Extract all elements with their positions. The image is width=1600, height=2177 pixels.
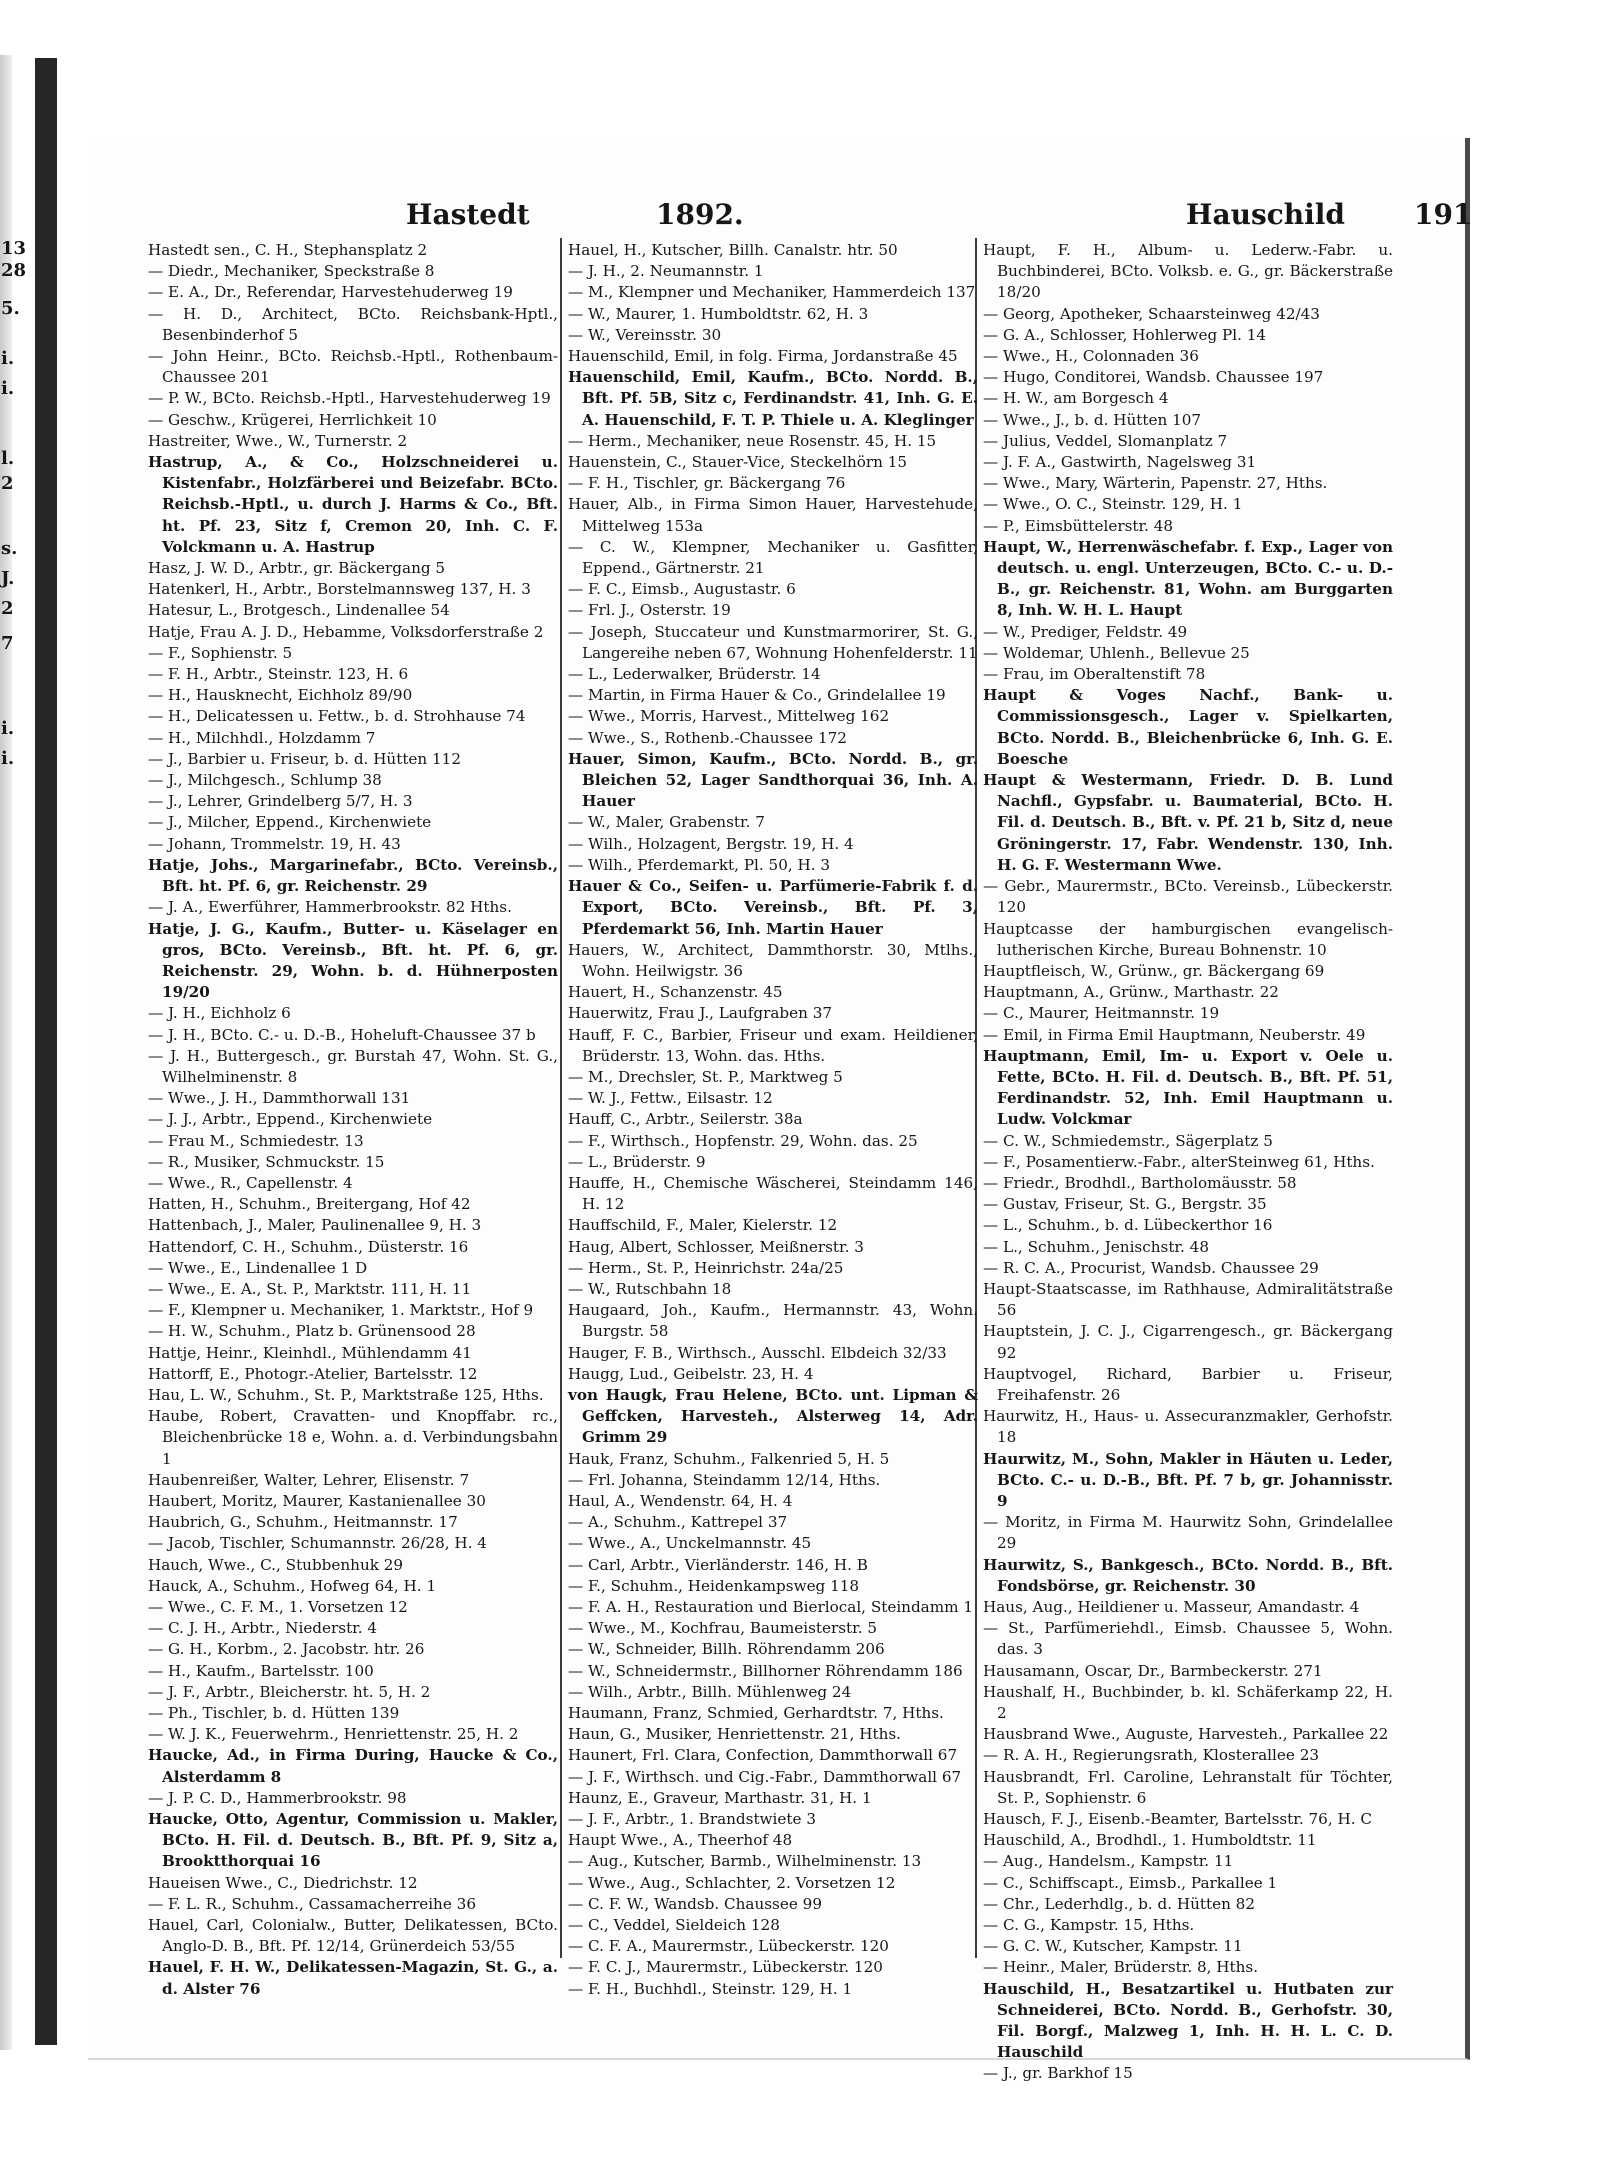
page-number: 191 (1414, 198, 1473, 231)
directory-entry: — H., Milchhdl., Holzdamm 7 (148, 728, 376, 747)
directory-entry: Haugg, Lud., Geibelstr. 23, H. 4 (568, 1364, 814, 1383)
directory-entry: — Ph., Tischler, b. d. Hütten 139 (148, 1704, 400, 1723)
directory-entry: Haunz, E., Graveur, Marthastr. 31, H. 1 (568, 1788, 872, 1807)
directory-entry: — J. F., Arbtr., Bleicherstr. ht. 5, H. 2 (148, 1682, 431, 1701)
directory-entry: — F. C., Eimsb., Augustastr. 6 (568, 580, 796, 599)
directory-entry: Haucke, Ad., in Firma During, Haucke & Co., Alsterdamm 8 (148, 1746, 558, 1786)
directory-entry: Hausbrand Wwe., Auguste, Harvesteh., Parkallee 22 (983, 1725, 1389, 1744)
directory-entry: Hauptstein, J. C. J., Cigarrengesch., gr. Bäckergang 92 (983, 1322, 1393, 1362)
directory-entry: Haupt & Voges Nachf., Bank- u. Commissionsgesch., Lager v. Spielkarten, BCto. Nordd. B., Bleichenbrücke 6, Inh. G. E. Boesche (983, 686, 1393, 768)
directory-entry: — W., Rutschbahn 18 (568, 1279, 732, 1298)
directory-entry: — Woldemar, Uhlenh., Bellevue 25 (983, 643, 1250, 662)
directory-entry: Hastreiter, Wwe., W., Turnerstr. 2 (148, 431, 408, 450)
margin-fragment: 28 (1, 260, 27, 281)
directory-entry: — C., Maurer, Heitmannstr. 19 (983, 1004, 1220, 1023)
directory-entry: Hauer, Alb., in Firma Simon Hauer, Harvestehude, Mittelweg 153a (568, 495, 978, 535)
directory-entry: — W., Vereinsstr. 30 (568, 325, 722, 344)
directory-entry: — Aug., Handelsm., Kampstr. 11 (983, 1852, 1234, 1871)
directory-entry: — M., Klempner und Mechaniker, Hammerdeich 137 (568, 283, 976, 302)
directory-entry: Haurwitz, S., Bankgesch., BCto. Nordd. B., Bft. Fondsbörse, gr. Reichenstr. 30 (983, 1555, 1393, 1595)
directory-page (88, 138, 1473, 2083)
margin-fragment: J. (1, 568, 15, 589)
directory-entry: Haug, Albert, Schlosser, Meißnerstr. 3 (568, 1237, 864, 1256)
directory-entry: — F. H., Buchhdl., Steinstr. 129, H. 1 (568, 1979, 853, 1998)
directory-entry: Haul, A., Wendenstr. 64, H. 4 (568, 1491, 793, 1510)
directory-entry: Haubenreißer, Walter, Lehrer, Elisenstr. 7 (148, 1470, 470, 1489)
directory-entry: Haunert, Frl. Clara, Confection, Dammthorwall 67 (568, 1746, 958, 1765)
directory-entry: Hauenschild, Emil, in folg. Firma, Jordanstraße 45 (568, 347, 958, 366)
directory-entry: — Martin, in Firma Hauer & Co., Grindelallee 19 (568, 686, 946, 705)
directory-entry: Haugaard, Joh., Kaufm., Hermannstr. 43, Wohn. Burgstr. 58 (568, 1301, 978, 1341)
directory-entry: — R. C. A., Procurist, Wandsb. Chaussee 29 (983, 1258, 1319, 1277)
directory-entry: Hattendorf, C. H., Schuhm., Düsterstr. 16 (148, 1237, 469, 1256)
directory-entry: — P., Eimsbüttelerstr. 48 (983, 516, 1174, 535)
directory-entry: Hauffschild, F., Maler, Kielerstr. 12 (568, 1216, 838, 1235)
directory-entry: — H. W., Schuhm., Platz b. Grünensood 28 (148, 1322, 476, 1341)
directory-entry: Haun, G., Musiker, Henriettenstr. 21, Hths. (568, 1725, 901, 1744)
directory-entry: Haupt-Staatscasse, im Rathhause, Admiralitätstraße 56 (983, 1279, 1393, 1320)
directory-entry: — Frau, im Oberaltenstift 78 (983, 665, 1206, 684)
header-first-name: Hastedt (406, 198, 530, 231)
margin-fragment: 2 (1, 598, 14, 619)
margin-fragment: i. (1, 348, 15, 369)
directory-entry: — H., Kaufm., Bartelsstr. 100 (148, 1661, 374, 1680)
header-year: 1892. (656, 198, 744, 231)
directory-entry: — J., Lehrer, Grindelberg 5/7, H. 3 (148, 792, 413, 811)
directory-entry: — J. J., Arbtr., Eppend., Kirchenwiete (148, 1110, 433, 1129)
directory-entry: Hauel, F. H. W., Delikatessen-Magazin, St. G., a. d. Alster 76 (148, 1958, 558, 1998)
directory-entry: — Moritz, in Firma M. Haurwitz Sohn, Grindelallee 29 (983, 1513, 1393, 1553)
directory-entry: — Geschw., Krügerei, Herrlichkeit 10 (148, 410, 437, 429)
directory-column-2 (568, 240, 978, 2000)
directory-entry: — F. A. H., Restauration und Bierlocal, Steindamm 1 (568, 1598, 974, 1616)
directory-entry: Hausbrandt, Frl. Caroline, Lehranstalt für Töchter, St. P., Sophienstr. 6 (983, 1767, 1393, 1807)
directory-entry: — Wwe., R., Capellenstr. 4 (148, 1173, 353, 1192)
directory-entry: Haus, Aug., Heildiener u. Masseur, Amandastr. 4 (983, 1598, 1360, 1616)
book-spine (35, 58, 57, 2045)
directory-entry: Haupt & Westermann, Friedr. D. B. Lund Nachfl., Gypsfabr. u. Baumaterial, BCto. H. Fil. d. Deutsch. B., Bft. v. Pf. 21 b, Sitz d, neue Gröningerstr. 17, Fabr. Wendenstr. 130, Inh. H. G. F. Westermann Wwe. (983, 771, 1393, 874)
directory-entry: — St., Parfümeriehdl., Eimsb. Chaussee 5, Wohn. das. 3 (983, 1619, 1393, 1659)
directory-entry: Hauffe, H., Chemische Wäscherei, Steindamm 146, H. 12 (568, 1173, 978, 1214)
directory-entry: — F. H., Tischler, gr. Bäckergang 76 (568, 474, 846, 493)
directory-entry: — W., Maurer, 1. Humboldtstr. 62, H. 3 (568, 304, 869, 323)
directory-entry: — L., Brüderstr. 9 (568, 1152, 706, 1171)
directory-entry: — Wwe., M., Kochfrau, Baumeisterstr. 5 (568, 1619, 878, 1638)
margin-fragment: 13 (1, 238, 27, 259)
directory-entry: — Carl, Arbtr., Vierländerstr. 146, H. B (568, 1555, 868, 1574)
directory-entry: — H., Delicatessen u. Fettw., b. d. Strohhause 74 (148, 707, 526, 726)
directory-entry: Hauerwitz, Frau J., Laufgraben 37 (568, 1004, 833, 1023)
directory-entry: — M., Drechsler, St. P., Marktweg 5 (568, 1067, 843, 1086)
margin-fragment: s. (1, 538, 18, 559)
directory-entry: Hauschild, A., Brodhdl., 1. Humboldtstr. 11 (983, 1831, 1317, 1850)
directory-entry: — Heinr., Maler, Brüderstr. 8, Hths. (983, 1958, 1259, 1977)
directory-entry: Hatesur, L., Brotgesch., Lindenallee 54 (148, 601, 450, 620)
directory-entry: Hauel, Carl, Colonialw., Butter, Delikatessen, BCto. Anglo-D. B., Bft. Pf. 12/14, Grünerdeich 53/55 (148, 1916, 558, 1956)
directory-entry: — W., Schneider, Billh. Röhrendamm 206 (568, 1640, 885, 1659)
directory-entry: — W., Prediger, Feldstr. 49 (983, 622, 1188, 641)
directory-entry: — H. D., Architect, BCto. Reichsbank-Hptl., Besenbinderhof 5 (148, 304, 558, 344)
directory-entry: — J. H., Eichholz 6 (148, 1004, 291, 1023)
margin-fragment: l. (1, 448, 15, 469)
margin-fragment: i. (1, 718, 15, 739)
directory-entry: — F., Posamentierw.-Fabr., alterSteinweg 61, Hths. (983, 1152, 1375, 1171)
directory-entry: Hatje, J. G., Kaufm., Butter- u. Käselager en gros, BCto. Vereinsb., Bft. ht. Pf. 6, gr. Reichenstr. 29, Wohn. b. d. Hühnerposten 19/20 (148, 919, 558, 1002)
directory-entry: Hastrup, A., & Co., Holzschneiderei u. Kistenfabr., Holzfärberei und Beizefabr. BCto. Reichsb.-Hptl., u. durch J. Harms & Co., Bft. ht. Pf. 23, Sitz f, Cremon 20, Inh. C. F. Volckmann u. A. Hastrup (148, 453, 558, 556)
directory-entry: — Joseph, Stuccateur und Kunstmarmorirer, St. G., Langereihe neben 67, Wohnung Hohenfelderstr. 11 (568, 622, 978, 662)
directory-entry: Haucke, Otto, Agentur, Commission u. Makler, BCto. H. Fil. d. Deutsch. B., Bft. Pf. 9, Sitz a, Brooktthorquai 16 (148, 1810, 558, 1871)
directory-entry: — Aug., Kutscher, Barmb., Wilhelminenstr. 13 (568, 1852, 922, 1871)
directory-entry: — Wwe., E., Lindenallee 1 D (148, 1258, 368, 1277)
directory-entry: — Johann, Trommelstr. 19, H. 43 (148, 834, 401, 853)
directory-entry: — C. G., Kampstr. 15, Hths. (983, 1916, 1195, 1935)
directory-entry: — C. W., Klempner, Mechaniker u. Gasfitter, Eppend., Gärtnerstr. 21 (568, 537, 978, 578)
directory-entry: — C. J. H., Arbtr., Niederstr. 4 (148, 1619, 378, 1638)
directory-entry: — G. C. W., Kutscher, Kampstr. 11 (983, 1937, 1243, 1956)
directory-entry: Hausch, F. J., Eisenb.-Beamter, Bartelsstr. 76, H. C (983, 1810, 1373, 1829)
directory-entry: — J. A., Ewerführer, Hammerbrookstr. 82 Hths. (148, 898, 512, 917)
directory-entry: — A., Schuhm., Kattrepel 37 (568, 1513, 788, 1532)
directory-entry: — C. F. A., Maurermstr., Lübeckerstr. 120 (568, 1937, 889, 1956)
directory-entry: Hasz, J. W. D., Arbtr., gr. Bäckergang 5 (148, 559, 446, 578)
directory-entry: — Herm., St. P., Heinrichstr. 24a/25 (568, 1258, 844, 1277)
directory-entry: Haurwitz, H., Haus- u. Assecuranzmakler, Gerhofstr. 18 (983, 1407, 1393, 1447)
directory-column-1 (148, 240, 558, 2000)
directory-entry: — Wwe., Mary, Wärterin, Papenstr. 27, Hths. (983, 474, 1328, 493)
directory-entry: Hattorff, E., Photogr.-Atelier, Bartelsstr. 12 (148, 1364, 478, 1383)
directory-entry: Haupt, W., Herrenwäschefabr. f. Exp., Lager von deutsch. u. engl. Unterzeugen, BCto. C.- u. D.-B., gr. Reichenstr. 81, Wohn. am Burggarten 8, Inh. W. H. L. Haupt (983, 537, 1393, 620)
directory-entry: — Wilh., Arbtr., Billh. Mühlenweg 24 (568, 1682, 852, 1701)
directory-entry: — J., Milchgesch., Schlump 38 (148, 771, 382, 790)
margin-fragment: i. (1, 378, 15, 399)
margin-fragment: 2 (1, 473, 14, 494)
directory-entry: — L., Lederwalker, Brüderstr. 14 (568, 665, 821, 684)
directory-entry: — Wwe., Morris, Harvest., Mittelweg 162 (568, 707, 890, 726)
directory-entry: Hauptcasse der hamburgischen evangelisch-lutherischen Kirche, Bureau Bohnenstr. 10 (983, 919, 1393, 959)
directory-entry: Hatje, Frau A. J. D., Hebamme, Volksdorferstraße 2 (148, 622, 544, 641)
directory-entry: Hauenstein, C., Stauer-Vice, Steckelhörn 15 (568, 453, 908, 472)
directory-entry: — Emil, in Firma Emil Hauptmann, Neuberstr. 49 (983, 1025, 1366, 1044)
directory-entry: Hauger, F. B., Wirthsch., Ausschl. Elbdeich 32/33 (568, 1343, 947, 1362)
directory-entry: — John Heinr., BCto. Reichsb.-Hptl., Rothenbaum-Chaussee 201 (148, 347, 558, 387)
directory-entry: Hatje, Johs., Margarinefabr., BCto. Vereinsb., Bft. ht. Pf. 6, gr. Reichenstr. 29 (148, 855, 558, 896)
directory-entry: — F. H., Arbtr., Steinstr. 123, H. 6 (148, 665, 409, 684)
directory-entry: Hatten, H., Schuhm., Breitergang, Hof 42 (148, 1195, 471, 1214)
directory-entry: — W. J., Fettw., Eilsastr. 12 (568, 1089, 773, 1108)
directory-entry: — G. H., Korbm., 2. Jacobstr. htr. 26 (148, 1640, 425, 1659)
directory-entry: Hauer & Co., Seifen- u. Parfümerie-Fabrik f. d. Export, BCto. Vereinsb., Bft. Pf. 3, Pferdemarkt 56, Inh. Martin Hauer (568, 877, 978, 938)
directory-entry: — H. W., am Borgesch 4 (983, 389, 1169, 408)
directory-entry: Hauel, H., Kutscher, Billh. Canalstr. htr. 50 (568, 241, 898, 259)
directory-entry: — F. L. R., Schuhm., Cassamacherreihe 36 (148, 1894, 476, 1913)
directory-entry: — F., Schuhm., Heidenkampsweg 118 (568, 1576, 860, 1595)
directory-entry: — J. F., Arbtr., 1. Brandstwiete 3 (568, 1810, 816, 1829)
directory-entry: — Friedr., Brodhdl., Bartholomäusstr. 58 (983, 1173, 1297, 1192)
directory-entry: Hauenschild, Emil, Kaufm., BCto. Nordd. B., Bft. Pf. 5B, Sitz c, Ferdinandstr. 41, Inh. G. E. A. Hauenschild, F. T. P. Thiele u. A. Kleglinger (568, 368, 978, 429)
directory-entry: — Julius, Veddel, Slomanplatz 7 (983, 431, 1228, 450)
directory-entry: — Georg, Apotheker, Schaarsteinweg 42/43 (983, 304, 1320, 323)
directory-entry: Hauptfleisch, W., Grünw., gr. Bäckergang 69 (983, 961, 1325, 980)
directory-entry: Hau, L. W., Schuhm., St. P., Marktstraße 125, Hths. (148, 1385, 544, 1404)
directory-entry: — Gebr., Maurermstr., BCto. Vereinsb., Lübeckerstr. 120 (983, 877, 1393, 917)
directory-entry: Haube, Robert, Cravatten- und Knopffabr. rc., Bleichenbrücke 18 e, Wohn. a. d. Verbindungsbahn 1 (148, 1407, 558, 1468)
directory-entry: — Wwe., E. A., St. P., Marktstr. 111, H. 11 (148, 1279, 472, 1298)
directory-entry: — J. P. C. D., Hammerbrookstr. 98 (148, 1788, 407, 1807)
directory-entry: — J., gr. Barkhof 15 (983, 2064, 1133, 2083)
directory-entry: — Hugo, Conditorei, Wandsb. Chaussee 197 (983, 368, 1324, 387)
directory-entry: — P. W., BCto. Reichsb.-Hptl., Harvestehuderweg 19 (148, 389, 551, 408)
directory-entry: — E. A., Dr., Referendar, Harvestehuderweg 19 (148, 283, 513, 302)
directory-entry: Hattenbach, J., Maler, Paulinenallee 9, H. 3 (148, 1216, 482, 1235)
directory-entry: — Chr., Lederhdlg., b. d. Hütten 82 (983, 1894, 1256, 1913)
directory-entry: Hauff, F. C., Barbier, Friseur und exam. Heildiener, Brüderstr. 13, Wohn. das. Hths. (568, 1025, 978, 1065)
directory-entry: Hauers, W., Architect, Dammthorstr. 30, Mtlhs., Wohn. Heilwigstr. 36 (568, 940, 978, 980)
directory-entry: — C. F. W., Wandsb. Chaussee 99 (568, 1894, 822, 1913)
directory-entry: — J., Barbier u. Friseur, b. d. Hütten 112 (148, 749, 462, 768)
directory-entry: — Frl. J., Osterstr. 19 (568, 601, 731, 620)
directory-entry: Haupt Wwe., A., Theerhof 48 (568, 1831, 793, 1850)
directory-entry: Haubert, Moritz, Maurer, Kastanienallee 30 (148, 1491, 486, 1510)
directory-entry: — J. H., 2. Neumannstr. 1 (568, 262, 764, 281)
directory-entry: Hauptvogel, Richard, Barbier u. Friseur, Freihafenstr. 26 (983, 1364, 1393, 1404)
directory-entry: — C., Schiffscapt., Eimsb., Parkallee 1 (983, 1873, 1278, 1892)
directory-entry: — C. W., Schmiedemstr., Sägerplatz 5 (983, 1131, 1273, 1150)
page-header (146, 198, 1486, 238)
directory-entry: Haupt, F. H., Album- u. Lederw.-Fabr. u. Buchbinderei, BCto. Volksb. e. G., gr. Bäckerstraße 18/20 (983, 241, 1393, 302)
directory-entry: — Wwe., S., Rothenb.-Chaussee 172 (568, 728, 847, 747)
directory-entry: Hauff, C., Arbtr., Seilerstr. 38a (568, 1110, 803, 1129)
directory-entry: — Diedr., Mechaniker, Speckstraße 8 (148, 262, 435, 281)
directory-entry: — J. F. A., Gastwirth, Nagelsweg 31 (983, 453, 1257, 472)
directory-entry: — W., Schneidermstr., Billhorner Röhrendamm 186 (568, 1661, 963, 1680)
margin-fragment: 7 (1, 633, 14, 654)
directory-entry: Haushalf, H., Buchbinder, b. kl. Schäferkamp 22, H. 2 (983, 1682, 1393, 1723)
directory-entry: — C., Veddel, Sieldeich 128 (568, 1916, 780, 1935)
directory-entry: Haubrich, G., Schuhm., Heitmannstr. 17 (148, 1513, 458, 1532)
directory-entry: — Wwe., C. F. M., 1. Vorsetzen 12 (148, 1598, 408, 1616)
directory-entry: — W. J. K., Feuerwehrm., Henriettenstr. 25, H. 2 (148, 1725, 519, 1744)
directory-entry: Haurwitz, M., Sohn, Makler in Häuten u. Leder, BCto. C.- u. D.-B., Bft. Pf. 7 b, gr. Johannisstr. 9 (983, 1449, 1393, 1510)
directory-entry: — R., Musiker, Schmuckstr. 15 (148, 1152, 385, 1171)
directory-entry: — H., Hausknecht, Eichholz 89/90 (148, 686, 413, 705)
directory-entry: — J., Milcher, Eppend., Kirchenwiete (148, 813, 432, 832)
directory-entry: — L., Schuhm., b. d. Lübeckerthor 16 (983, 1216, 1273, 1235)
directory-entry: — Wwe., J. H., Dammthorwall 131 (148, 1089, 411, 1108)
directory-entry: Hausamann, Oscar, Dr., Barmbeckerstr. 271 (983, 1661, 1323, 1680)
directory-entry: — F., Sophienstr. 5 (148, 643, 293, 662)
directory-entry: — J. F., Wirthsch. und Cig.-Fabr., Dammthorwall 67 (568, 1767, 962, 1786)
directory-entry: — Herm., Mechaniker, neue Rosenstr. 45, H. 15 (568, 431, 937, 450)
column-divider (560, 238, 562, 1958)
directory-entry: — Wwe., A., Unckelmannstr. 45 (568, 1534, 812, 1553)
directory-entry: Hattje, Heinr., Kleinhdl., Mühlendamm 41 (148, 1343, 472, 1362)
directory-entry: Hauptmann, A., Grünw., Marthastr. 22 (983, 983, 1279, 1002)
directory-entry: — F., Wirthsch., Hopfenstr. 29, Wohn. das. 25 (568, 1131, 918, 1150)
directory-entry: — Wwe., J., b. d. Hütten 107 (983, 410, 1202, 429)
directory-entry: — Jacob, Tischler, Schumannstr. 26/28, H. 4 (148, 1534, 487, 1553)
directory-entry: Hauschild, H., Besatzartikel u. Hutbaten zur Schneiderei, BCto. Nordd. B., Gerhofstr. 30, Fil. Borgf., Malzweg 1, Inh. H. H. L. C. D. Hauschild (983, 1979, 1393, 2062)
header-last-name: Hauschild (1186, 198, 1345, 231)
directory-entry: — G. A., Schlosser, Hohlerweg Pl. 14 (983, 325, 1267, 344)
directory-entry: Hauer, Simon, Kaufm., BCto. Nordd. B., gr. Bleichen 52, Lager Sandthorquai 36, Inh. A. Hauer (568, 749, 978, 811)
directory-entry: — Wwe., H., Colonnaden 36 (983, 347, 1199, 366)
directory-entry: — Frl. Johanna, Steindamm 12/14, Hths. (568, 1470, 881, 1489)
margin-fragment: 5. (1, 298, 20, 319)
directory-entry: — W., Maler, Grabenstr. 7 (568, 813, 765, 832)
directory-entry: Hastedt sen., C. H., Stephansplatz 2 (148, 241, 428, 259)
directory-entry: Hauptmann, Emil, Im- u. Export v. Oele u. Fette, BCto. H. Fil. d. Deutsch. B., Bft. Pf. 51, Ferdinandstr. 52, Inh. Emil Hauptmann u. Ludw. Volckmar (983, 1046, 1393, 1129)
directory-entry: — J. H., Buttergesch., gr. Burstah 47, Wohn. St. G., Wilhelminenstr. 8 (148, 1046, 558, 1086)
directory-entry: von Haugk, Frau Helene, BCto. unt. Lipman & Geffcken, Harvesteh., Alsterweg 14, Adr. Grimm 29 (568, 1385, 978, 1447)
directory-entry: — Gustav, Friseur, St. G., Bergstr. 35 (983, 1195, 1267, 1214)
directory-entry: Haumann, Franz, Schmied, Gerhardtstr. 7, Hths. (568, 1704, 944, 1723)
directory-entry: — R. A. H., Regierungsrath, Klosterallee 23 (983, 1746, 1320, 1765)
directory-entry: Hatenkerl, H., Arbtr., Borstelmannsweg 137, H. 3 (148, 580, 531, 599)
directory-entry: Haueisen Wwe., C., Diedrichstr. 12 (148, 1873, 418, 1892)
directory-entry: — Wilh., Holzagent, Bergstr. 19, H. 4 (568, 834, 854, 853)
directory-entry: — L., Schuhm., Jenischstr. 48 (983, 1237, 1209, 1256)
directory-entry: — Wilh., Pferdemarkt, Pl. 50, H. 3 (568, 855, 831, 874)
directory-entry: Hauch, Wwe., C., Stubbenhuk 29 (148, 1555, 404, 1574)
margin-fragment: i. (1, 748, 15, 769)
directory-entry: — F. C. J., Maurermstr., Lübeckerstr. 120 (568, 1958, 883, 1977)
directory-entry: — Wwe., Aug., Schlachter, 2. Vorsetzen 12 (568, 1873, 896, 1892)
directory-column-3 (983, 240, 1393, 2085)
directory-entry: — Wwe., O. C., Steinstr. 129, H. 1 (983, 495, 1243, 514)
directory-entry: Hauck, A., Schuhm., Hofweg 64, H. 1 (148, 1576, 437, 1595)
directory-entry: Hauk, Franz, Schuhm., Falkenried 5, H. 5 (568, 1449, 890, 1468)
directory-entry: — F., Klempner u. Mechaniker, 1. Marktstr., Hof 9 (148, 1301, 534, 1320)
directory-entry: — Frau M., Schmiedestr. 13 (148, 1131, 364, 1150)
directory-entry: — J. H., BCto. C.- u. D.-B., Hoheluft-Chaussee 37 b (148, 1025, 536, 1044)
directory-entry: Hauert, H., Schanzenstr. 45 (568, 983, 783, 1002)
